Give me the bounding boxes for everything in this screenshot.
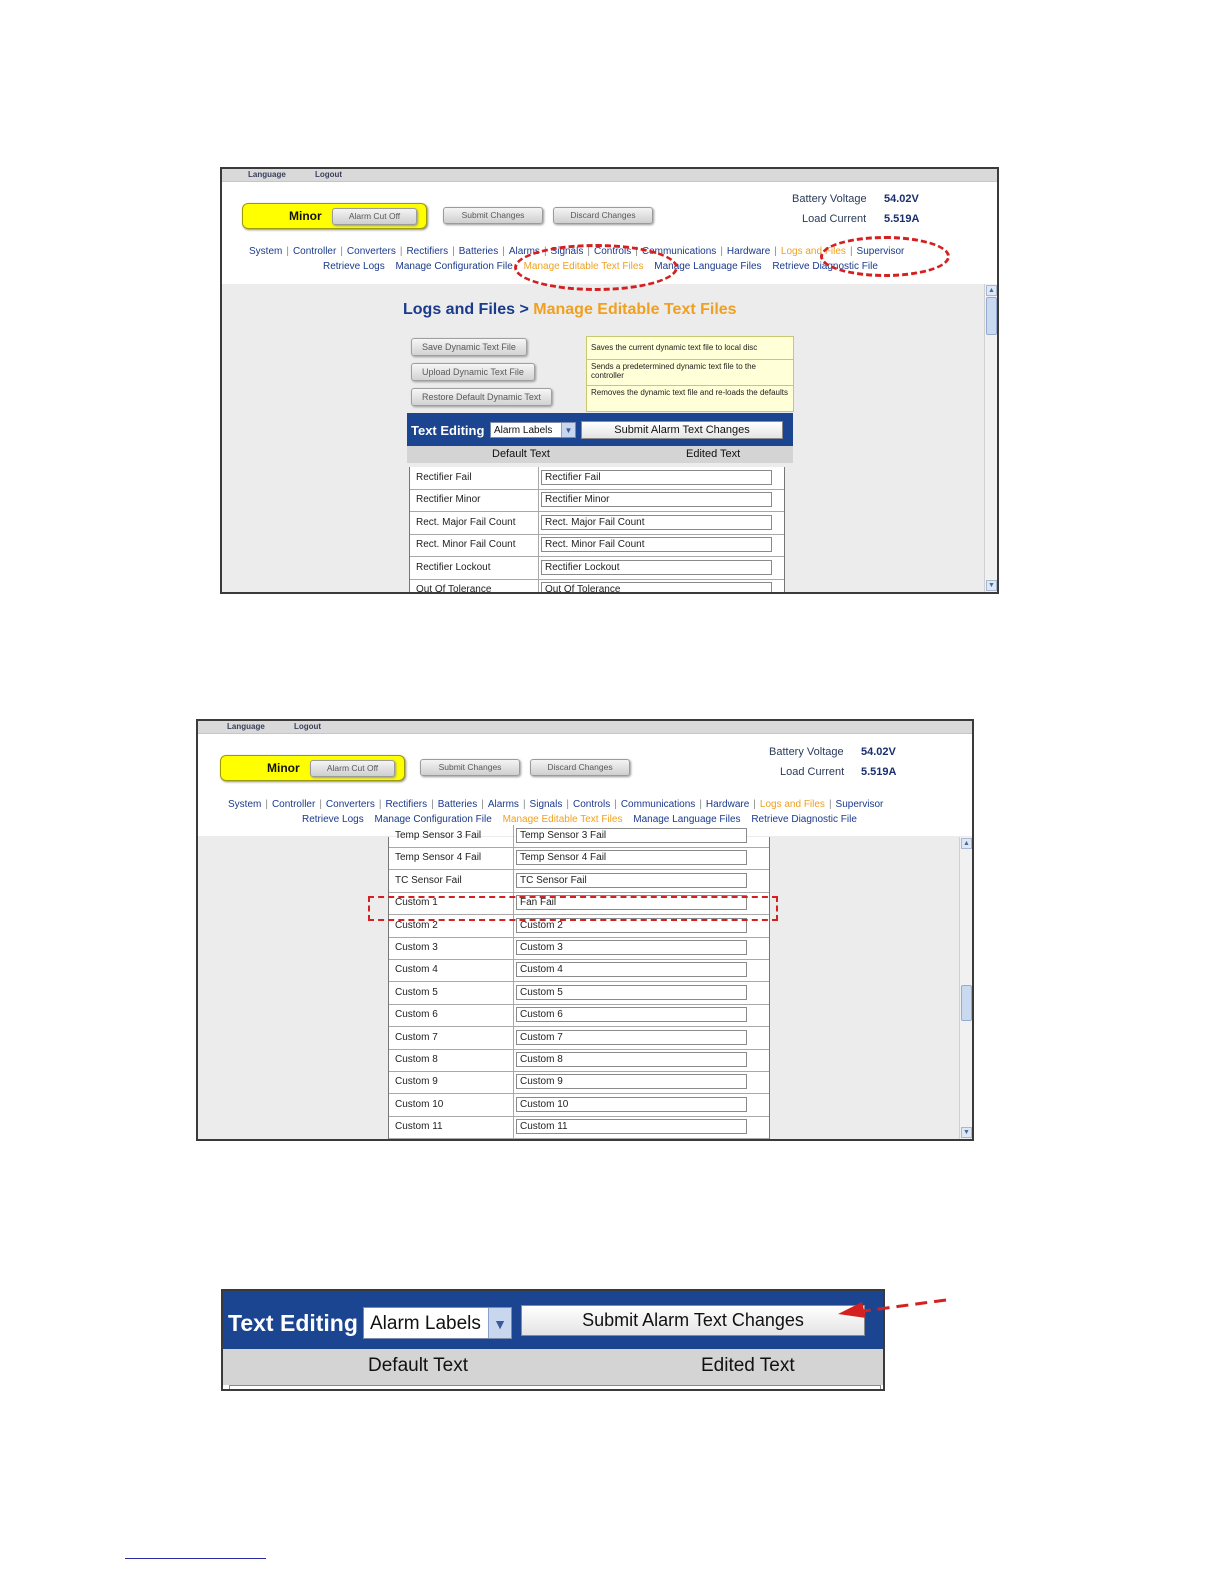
edited-text-input[interactable]: Custom 6 bbox=[516, 1007, 747, 1022]
language-link[interactable]: Language bbox=[248, 170, 286, 179]
load-current-label: Load Current bbox=[780, 766, 845, 778]
nav-system[interactable]: System bbox=[249, 246, 283, 257]
edited-text-input[interactable]: Rectifier Lockout bbox=[541, 560, 772, 575]
nav-signals[interactable]: Signals bbox=[529, 799, 563, 810]
zoomed-text-editing-bar bbox=[221, 1289, 885, 1391]
default-text-cell: Rectifier Lockout bbox=[416, 561, 491, 573]
text-editing-title: Text Editing bbox=[411, 423, 485, 438]
subnav-manage-editable-text-files[interactable]: Manage Editable Text Files bbox=[502, 814, 623, 825]
restore-default-text-button[interactable]: Restore Default Dynamic Text bbox=[411, 388, 552, 406]
column-divider bbox=[513, 1049, 514, 1071]
load-current-value: 5.519A bbox=[884, 213, 920, 225]
nav-alarms[interactable]: Alarms bbox=[487, 799, 519, 810]
column-divider bbox=[513, 982, 514, 1004]
default-text-cell: Out Of Tolerance bbox=[416, 584, 492, 594]
alarm-status-pill bbox=[242, 203, 427, 229]
default-text-cell: Custom 3 bbox=[395, 942, 438, 953]
edited-text-input[interactable]: Rect. Major Fail Count bbox=[541, 515, 772, 530]
table-row bbox=[389, 937, 769, 960]
page-title: Logs and Files > Manage Editable Text Files bbox=[403, 301, 737, 318]
alarm-level: Minor bbox=[289, 209, 322, 223]
screenshot-2 bbox=[196, 719, 974, 1141]
table-row bbox=[389, 847, 769, 870]
arrow-down-icon[interactable]: ▼ bbox=[986, 580, 997, 591]
top-utility-bar bbox=[198, 721, 972, 734]
text-editing-bar bbox=[223, 1291, 883, 1349]
table-row bbox=[389, 1116, 769, 1139]
upload-dynamic-text-button[interactable]: Upload Dynamic Text File bbox=[411, 363, 535, 381]
secondary-nav bbox=[302, 814, 857, 825]
load-current-label: Load Current bbox=[802, 213, 867, 225]
alarm-text-grid bbox=[409, 467, 785, 594]
nav-batteries[interactable]: Batteries bbox=[437, 799, 478, 810]
column-divider bbox=[513, 1094, 514, 1116]
subnav-retrieve-diagnostic-file[interactable]: Retrieve Diagnostic File bbox=[751, 814, 857, 825]
edited-text-input[interactable]: Temp Sensor 4 Fail bbox=[516, 850, 747, 865]
default-text-cell: Custom 6 bbox=[395, 1009, 438, 1021]
edited-text-input[interactable]: TC Sensor Fail bbox=[516, 873, 747, 888]
edited-text-input[interactable]: Rectifier Fail bbox=[541, 470, 772, 485]
nav-batteries[interactable]: Batteries bbox=[458, 246, 499, 257]
default-text-cell: Rectifier Fail bbox=[416, 472, 472, 483]
discard-changes-button[interactable]: Discard Changes bbox=[553, 207, 653, 224]
table-row bbox=[410, 579, 784, 594]
discard-changes-button[interactable]: Discard Changes bbox=[530, 759, 630, 776]
default-text-cell: Custom 7 bbox=[395, 1031, 438, 1043]
primary-nav: System | Controller | Converters | Rectifiers | Batteries | Alarms | Signals | Controls | Communications | Hardware | Logs and Files | Supervisor bbox=[228, 799, 884, 810]
subnav-retrieve-logs[interactable]: Retrieve Logs bbox=[302, 814, 364, 825]
edited-text-input[interactable]: Custom 9 bbox=[516, 1074, 747, 1089]
table-row bbox=[389, 982, 769, 1005]
subnav-retrieve-logs[interactable]: Retrieve Logs bbox=[323, 261, 385, 272]
default-text-cell: Custom 10 bbox=[395, 1098, 444, 1110]
action-help-panel bbox=[586, 336, 794, 412]
help-upload: Sends a predetermined dynamic text file to the controller bbox=[587, 360, 793, 386]
nav-supervisor[interactable]: Supervisor bbox=[835, 799, 884, 810]
battery-voltage-value: 54.02V bbox=[861, 746, 896, 758]
nav-system[interactable]: System bbox=[228, 799, 262, 810]
edited-text-input[interactable]: Custom 11 bbox=[516, 1119, 747, 1134]
edited-text-input[interactable]: Custom 3 bbox=[516, 940, 747, 955]
submit-changes-button[interactable]: Submit Changes bbox=[420, 759, 520, 776]
nav-controller[interactable]: Controller bbox=[292, 246, 337, 257]
column-header bbox=[407, 446, 793, 463]
table-row bbox=[389, 1049, 769, 1072]
table-row bbox=[389, 959, 769, 982]
edited-text-input[interactable]: Custom 10 bbox=[516, 1097, 747, 1112]
column-divider bbox=[538, 534, 539, 556]
alarm-text-grid bbox=[388, 830, 770, 1141]
default-text-cell: Temp Sensor 3 Fail bbox=[395, 830, 482, 841]
save-dynamic-text-button[interactable]: Save Dynamic Text File bbox=[411, 338, 527, 356]
scrollbar-thumb[interactable] bbox=[986, 297, 997, 335]
column-divider bbox=[513, 825, 514, 847]
highlight-row-custom-1 bbox=[368, 896, 778, 921]
logout-link[interactable]: Logout bbox=[294, 722, 322, 731]
alarm-cutoff-button[interactable]: Alarm Cut Off bbox=[310, 760, 395, 777]
logout-link[interactable]: Logout bbox=[315, 170, 343, 179]
col-default-text: Default Text bbox=[492, 448, 550, 460]
nav-controller[interactable]: Controller bbox=[271, 799, 316, 810]
edited-text-input[interactable]: Out Of Tolerance bbox=[541, 582, 772, 594]
nav-controls[interactable]: Controls bbox=[593, 246, 632, 257]
table-row bbox=[389, 825, 769, 848]
table-row bbox=[389, 1004, 769, 1027]
nav-converters[interactable]: Converters bbox=[346, 246, 396, 257]
primary-nav: System | Controller | Converters | Rectifiers | Batteries | Alarms | Signals | Controls | Communications | Hardware | Logs and Files | Supervisor bbox=[249, 246, 905, 257]
arrow-up-icon[interactable]: ▲ bbox=[961, 838, 972, 849]
battery-voltage-label: Battery Voltage bbox=[792, 193, 867, 205]
scrollbar-thumb[interactable] bbox=[961, 985, 972, 1021]
table-row bbox=[410, 512, 784, 535]
alarm-labels-select[interactable]: Alarm Labels ▼ bbox=[363, 1307, 512, 1339]
edited-text-input[interactable]: Custom 7 bbox=[516, 1030, 747, 1045]
column-divider bbox=[538, 489, 539, 511]
column-divider bbox=[513, 959, 514, 981]
nav-communications[interactable]: Communications bbox=[641, 246, 717, 257]
column-divider bbox=[513, 1027, 514, 1049]
table-row bbox=[389, 1027, 769, 1050]
subnav-manage-language-files[interactable]: Manage Language Files bbox=[654, 261, 762, 272]
col-edited-text: Edited Text bbox=[701, 1355, 795, 1376]
nav-rectifiers[interactable]: Rectifiers bbox=[406, 246, 449, 257]
scrollbar[interactable] bbox=[984, 284, 997, 592]
footnote-rule bbox=[125, 1558, 266, 1559]
scrollbar[interactable] bbox=[959, 837, 972, 1139]
nav-hardware[interactable]: Hardware bbox=[705, 799, 750, 810]
alarm-status-pill bbox=[220, 755, 405, 781]
nav-alarms[interactable]: Alarms bbox=[508, 246, 540, 257]
default-text-cell: Custom 11 bbox=[395, 1121, 443, 1133]
default-text-cell: Custom 5 bbox=[395, 986, 438, 998]
nav-supervisor[interactable]: Supervisor bbox=[856, 246, 905, 257]
column-divider bbox=[513, 847, 514, 869]
column-header bbox=[223, 1349, 883, 1385]
default-text-cell: Rect. Minor Fail Count bbox=[416, 539, 516, 551]
column-divider bbox=[513, 1071, 514, 1093]
col-default-text: Default Text bbox=[368, 1355, 468, 1376]
top-utility-bar bbox=[222, 169, 997, 182]
highlight-oval-subnav bbox=[514, 244, 678, 291]
battery-voltage-label: Battery Voltage bbox=[769, 746, 844, 758]
default-text-cell: Custom 2 bbox=[395, 919, 438, 931]
submit-alarm-text-button[interactable]: Submit Alarm Text Changes bbox=[581, 421, 783, 439]
nav-hardware[interactable]: Hardware bbox=[726, 246, 771, 257]
alarm-cutoff-button[interactable]: Alarm Cut Off bbox=[332, 208, 417, 225]
default-text-cell: Custom 4 bbox=[395, 964, 438, 976]
subnav-manage-configuration-file[interactable]: Manage Configuration File bbox=[395, 261, 513, 272]
edited-text-input[interactable]: Temp Sensor 3 Fail bbox=[516, 828, 747, 843]
nav-communications[interactable]: Communications bbox=[620, 799, 696, 810]
grid-top-edge bbox=[229, 1385, 881, 1391]
edited-text-input[interactable]: Fan Fail bbox=[516, 895, 747, 910]
submit-changes-button[interactable]: Submit Changes bbox=[443, 207, 543, 224]
table-row bbox=[389, 870, 769, 893]
nav-signals[interactable]: Signals bbox=[550, 246, 584, 257]
subnav-manage-language-files[interactable]: Manage Language Files bbox=[633, 814, 741, 825]
submit-alarm-text-button[interactable]: Submit Alarm Text Changes bbox=[521, 1305, 865, 1336]
nav-controls[interactable]: Controls bbox=[572, 799, 611, 810]
help-restore: Removes the dynamic text file and re-loads the defaults bbox=[591, 388, 788, 397]
column-divider bbox=[538, 579, 539, 594]
chevron-down-icon[interactable]: ▼ bbox=[561, 423, 575, 437]
help-save: Saves the current dynamic text file to local disc bbox=[587, 337, 793, 360]
table-row bbox=[410, 467, 784, 490]
column-divider bbox=[513, 1116, 514, 1138]
table-row bbox=[389, 1094, 769, 1117]
highlight-oval-logs-and-files bbox=[820, 236, 950, 277]
default-text-cell: Rect. Major Fail Count bbox=[416, 516, 516, 528]
table-row bbox=[410, 534, 784, 557]
column-divider bbox=[538, 512, 539, 534]
table-row bbox=[410, 489, 784, 512]
nav-logs-and-files[interactable]: Logs and Files bbox=[759, 799, 825, 810]
edited-text-input[interactable]: Custom 4 bbox=[516, 962, 747, 977]
column-divider bbox=[538, 467, 539, 489]
alarm-level: Minor bbox=[267, 761, 300, 775]
column-divider bbox=[538, 557, 539, 579]
column-divider bbox=[513, 937, 514, 959]
edited-text-input[interactable]: Custom 2 bbox=[516, 918, 747, 933]
nav-rectifiers[interactable]: Rectifiers bbox=[385, 799, 428, 810]
col-edited-text: Edited Text bbox=[686, 448, 741, 460]
subnav-retrieve-diagnostic-file[interactable]: Retrieve Diagnostic File bbox=[772, 261, 878, 272]
text-editing-title: Text Editing bbox=[228, 1310, 358, 1336]
screenshot-1 bbox=[220, 167, 999, 594]
arrow-down-icon[interactable]: ▼ bbox=[961, 1127, 972, 1138]
column-divider bbox=[513, 1004, 514, 1026]
table-row bbox=[389, 1071, 769, 1094]
load-current-value: 5.519A bbox=[861, 766, 897, 778]
default-text-cell: Rectifier Minor bbox=[416, 494, 481, 506]
edited-text-input[interactable]: Custom 5 bbox=[516, 985, 747, 1000]
alarm-labels-select[interactable]: Alarm Labels ▼ bbox=[490, 422, 576, 438]
table-row bbox=[410, 557, 784, 580]
default-text-cell: TC Sensor Fail bbox=[395, 874, 462, 886]
arrow-left-icon bbox=[834, 1294, 950, 1320]
text-editing-bar bbox=[407, 413, 793, 446]
chevron-down-icon[interactable]: ▼ bbox=[488, 1308, 511, 1338]
edited-text-input[interactable]: Rectifier Minor bbox=[541, 492, 772, 507]
nav-converters[interactable]: Converters bbox=[325, 799, 375, 810]
default-text-cell: Custom 1 bbox=[395, 897, 438, 909]
header bbox=[198, 734, 972, 836]
default-text-cell: Custom 8 bbox=[395, 1054, 438, 1065]
subnav-manage-editable-text-files[interactable]: Manage Editable Text Files bbox=[523, 261, 644, 272]
edited-text-input[interactable]: Rect. Minor Fail Count bbox=[541, 537, 772, 552]
column-divider bbox=[513, 870, 514, 892]
subnav-manage-configuration-file[interactable]: Manage Configuration File bbox=[374, 814, 492, 825]
battery-voltage-value: 54.02V bbox=[884, 193, 919, 205]
language-link[interactable]: Language bbox=[227, 722, 265, 731]
default-text-cell: Temp Sensor 4 Fail bbox=[395, 852, 482, 864]
nav-logs-and-files[interactable]: Logs and Files bbox=[780, 246, 846, 257]
edited-text-input[interactable]: Custom 8 bbox=[516, 1052, 747, 1067]
arrow-up-icon[interactable]: ▲ bbox=[986, 285, 997, 296]
default-text-cell: Custom 9 bbox=[395, 1076, 438, 1088]
